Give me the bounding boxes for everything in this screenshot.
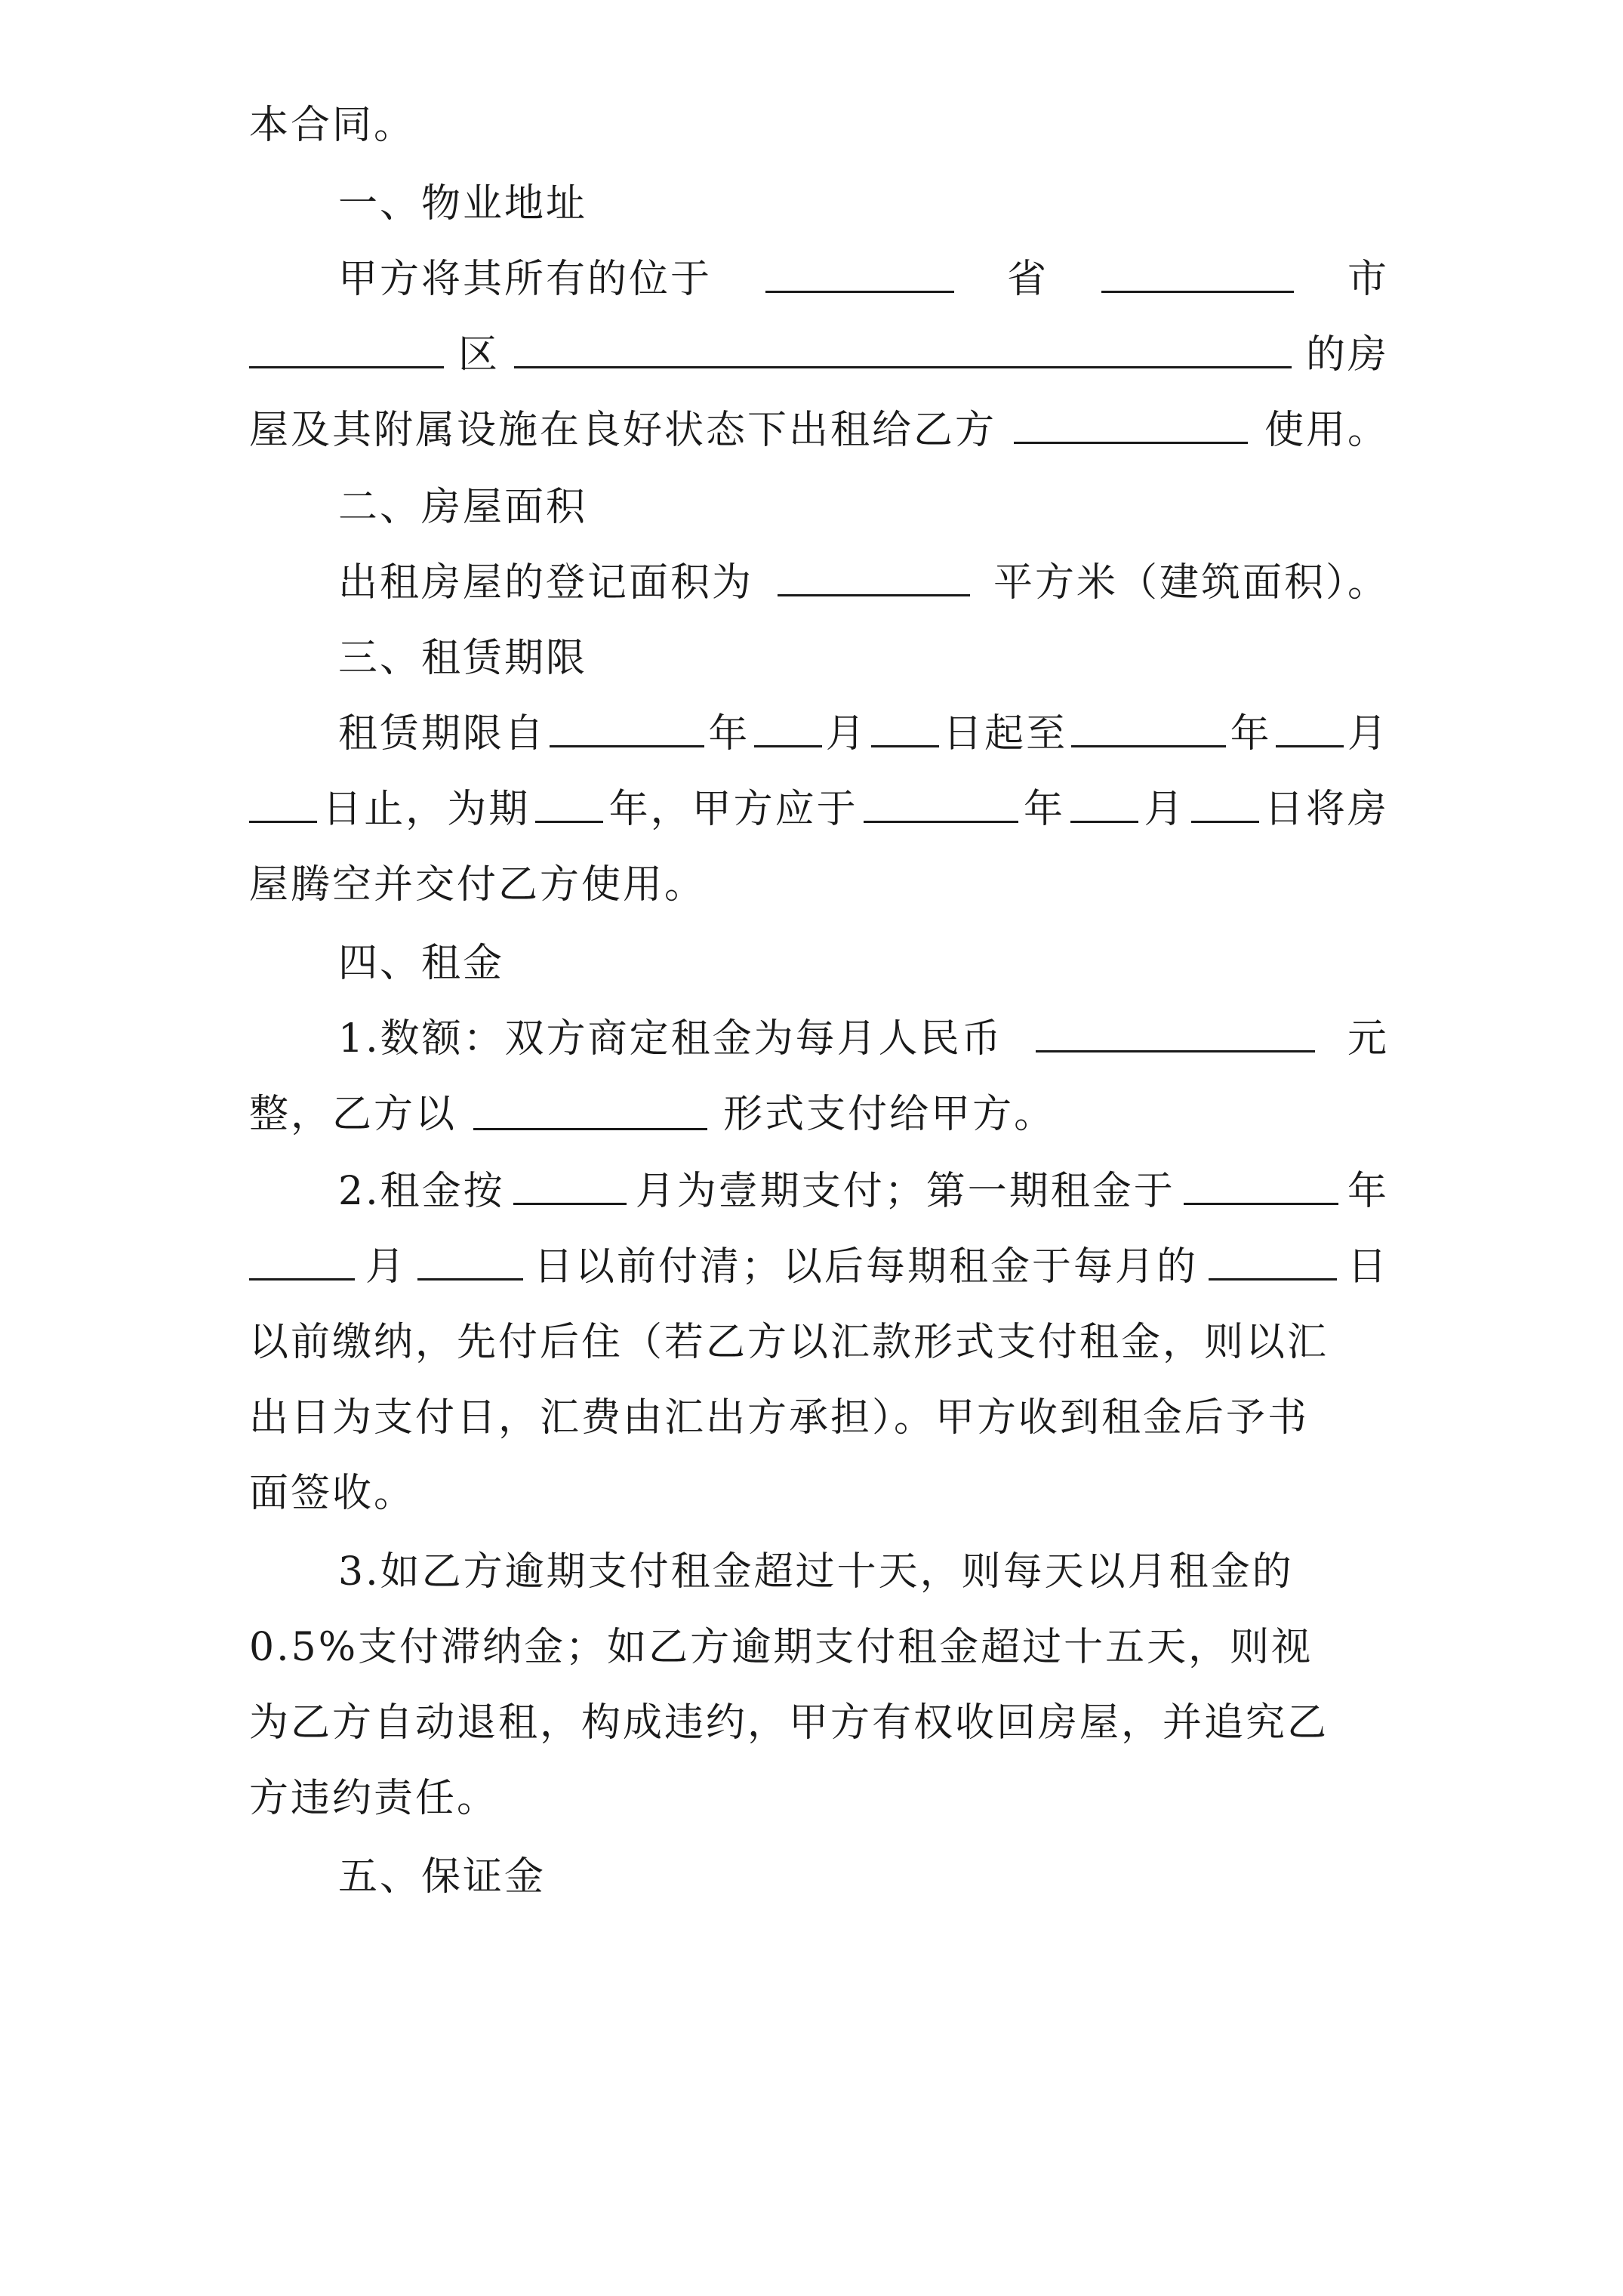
- handover-year-blank: [864, 791, 1018, 823]
- text-segment: 形式支付给甲方。: [723, 1092, 1056, 1137]
- text-segment: 屋及其附属设施在良好状态下出租给乙方: [249, 408, 997, 453]
- heading-text: 二、房屋面积: [338, 485, 588, 530]
- end-year-blank: [1071, 715, 1226, 747]
- text-segment: 区: [457, 332, 500, 378]
- text-segment: 日: [1347, 1244, 1389, 1290]
- text-segment: 年，甲方应于: [608, 787, 858, 832]
- tenant-use-blank: [1014, 411, 1248, 444]
- text-segment: 出租房屋的登记面积为: [338, 560, 754, 606]
- heading-text: 三、租赁期限: [338, 636, 588, 681]
- rent-amount-line-2: [249, 1077, 1055, 1152]
- period-months-blank: [513, 1173, 627, 1205]
- rent-schedule-line-3: [249, 1305, 1329, 1380]
- text-segment: 日止，为期: [322, 787, 531, 832]
- text-segment: 元: [1347, 1016, 1389, 1062]
- text-segment: 3.如乙方逾期支付租金超过十天，则每天以月租金的: [338, 1549, 1294, 1595]
- heading-text: 一、物业地址: [338, 181, 588, 227]
- text-segment: 年: [1230, 711, 1272, 757]
- duration-years-blank: [535, 791, 603, 823]
- rent-schedule-line-2: [249, 1229, 1389, 1305]
- section-heading-term: [338, 621, 587, 696]
- payment-form-blank: [473, 1098, 707, 1130]
- end-day-blank: [249, 791, 317, 823]
- text-segment: 日以前付清；以后每期租金于每月的: [533, 1244, 1198, 1290]
- late-fee-line-1: [338, 1534, 1294, 1610]
- start-month-blank: [754, 715, 822, 747]
- monthly-due-day-blank: [1209, 1248, 1337, 1281]
- text-segment: 屋腾空并交付乙方使用。: [249, 862, 707, 908]
- text-segment: 日将房: [1264, 787, 1389, 832]
- text-segment: 本合同。: [249, 103, 416, 148]
- text-segment: 的房: [1305, 332, 1389, 378]
- text-segment: 年: [708, 711, 750, 757]
- rent-amount-blank: [1036, 1020, 1315, 1052]
- start-day-blank: [871, 715, 939, 747]
- district-blank: [249, 336, 444, 368]
- handover-month-blank: [1070, 791, 1138, 823]
- first-payment-year-blank: [1184, 1173, 1338, 1205]
- late-fee-line-4: [249, 1761, 498, 1836]
- text-segment: 月: [825, 711, 867, 757]
- section-heading-rent: [338, 926, 504, 1001]
- city-blank: [1101, 260, 1294, 293]
- text-segment: 年: [1024, 787, 1066, 832]
- text-segment: 年: [1347, 1169, 1389, 1214]
- heading-text: 四、租金: [338, 941, 505, 986]
- rent-amount-line-1: [338, 1001, 1389, 1077]
- text-segment: 日起至: [943, 711, 1068, 757]
- street-address-blank: [514, 336, 1292, 368]
- heading-text: 五、保证金: [338, 1854, 547, 1900]
- area-line: [338, 545, 1389, 621]
- province-blank: [765, 260, 954, 293]
- text-segment: 省: [1006, 257, 1049, 302]
- address-line-2: [249, 317, 1389, 393]
- text-segment: 租赁期限自: [338, 711, 547, 757]
- text-segment: 为乙方自动退租，构成违约，甲方有权收回房屋，并追究乙: [249, 1700, 1329, 1746]
- text-segment: 甲方将其所有的位于: [338, 257, 713, 302]
- term-line-1: [338, 696, 1389, 772]
- area-blank: [778, 564, 970, 596]
- text-segment: 整，乙方以: [249, 1092, 457, 1137]
- text-segment: 面签收。: [249, 1471, 416, 1516]
- paragraph-continuation: [249, 88, 415, 163]
- text-segment: 0.5%支付滞纳金；如乙方逾期支付租金超过十五天，则视: [249, 1625, 1313, 1670]
- late-fee-line-2: [249, 1610, 1313, 1685]
- text-segment: 方违约责任。: [249, 1776, 499, 1821]
- section-heading-address: [338, 166, 587, 242]
- text-segment: 月: [1347, 711, 1389, 757]
- text-segment: 月: [1144, 787, 1186, 832]
- text-segment: 2.租金按: [338, 1169, 505, 1214]
- address-line-3: [249, 393, 1389, 468]
- term-line-2: [249, 772, 1389, 847]
- section-heading-deposit: [338, 1839, 546, 1915]
- rent-schedule-line-1: [338, 1154, 1389, 1229]
- text-segment: 使用。: [1264, 408, 1389, 453]
- section-heading-area: [338, 470, 587, 545]
- first-payment-day-blank: [417, 1248, 523, 1281]
- rent-schedule-line-5: [249, 1456, 415, 1531]
- text-segment: 月为壹期支付；第一期租金于: [635, 1169, 1175, 1214]
- rent-schedule-line-4: [249, 1380, 1309, 1456]
- address-line-1: [338, 242, 1389, 317]
- text-segment: 以前缴纳，先付后住（若乙方以汇款形式支付租金，则以汇: [249, 1320, 1329, 1365]
- text-segment: 月: [365, 1244, 407, 1290]
- text-segment: 市: [1347, 257, 1389, 302]
- term-line-3: [249, 847, 706, 923]
- text-segment: 平方米（建筑面积）。: [993, 560, 1389, 606]
- handover-day-blank: [1191, 791, 1259, 823]
- text-segment: 出日为支付日，汇费由汇出方承担）。甲方收到租金后予书: [249, 1395, 1310, 1441]
- end-month-blank: [1276, 715, 1344, 747]
- late-fee-line-3: [249, 1685, 1329, 1761]
- first-payment-month-blank: [249, 1248, 355, 1281]
- text-segment: 1.数额：双方商定租金为每月人民币: [338, 1016, 1003, 1062]
- start-year-blank: [550, 715, 704, 747]
